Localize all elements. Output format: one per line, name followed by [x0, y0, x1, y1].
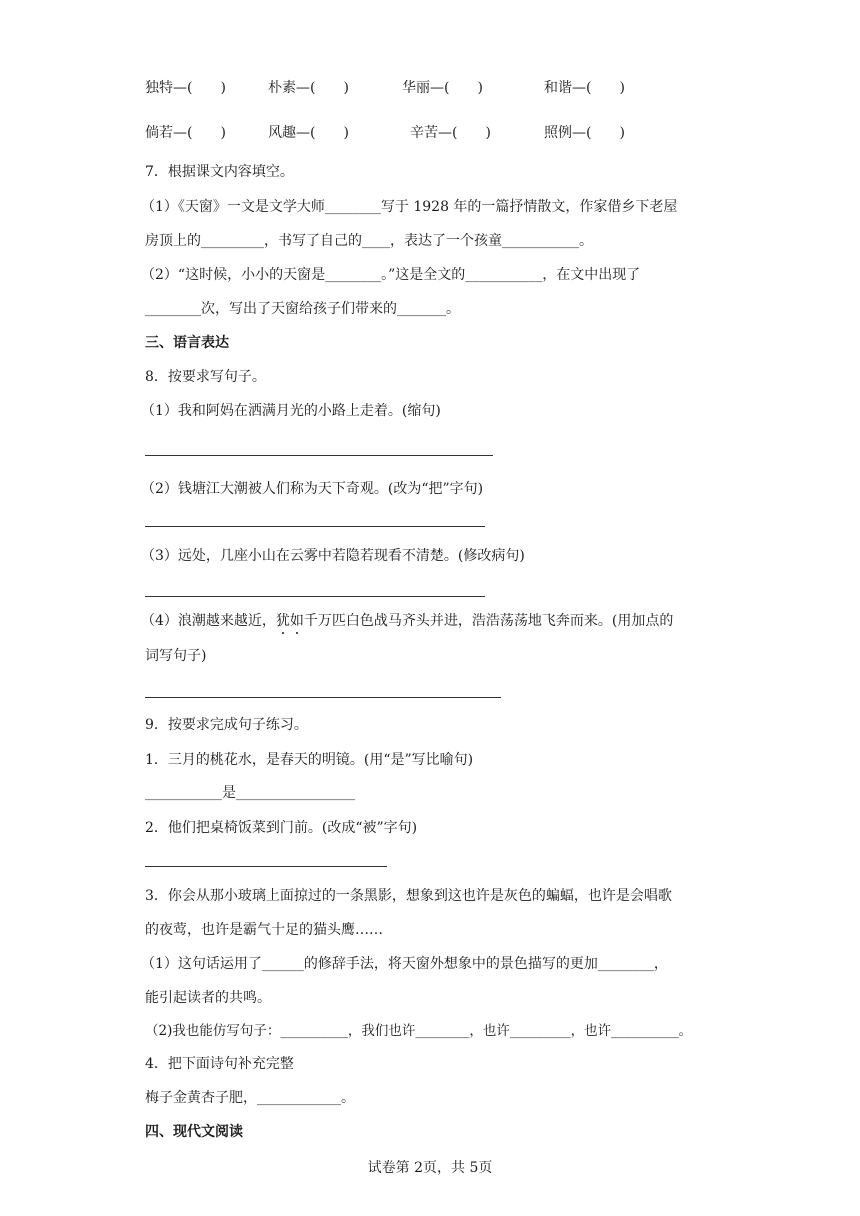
question-9-item-3-sub1-line2: 能引起读者的共鸣。 — [145, 990, 271, 1006]
question-9-item-2: 2．他们把桌椅饭菜到门前。(改成“被”字句) — [145, 820, 418, 836]
page-footer: 试卷第 2页，共 5页 — [367, 1160, 493, 1176]
question-8-item-2: （2）钱塘江大潮被人们称为天下奇观。(改为“把”字句) — [141, 481, 484, 497]
question-9-title: 9．按要求完成句子练习。 — [145, 717, 308, 733]
question-9-item-3-line1: 3．你会从那小玻璃上面掠过的一条黑影，想象到这也许是灰色的蝙蝠，也许是会唱歌 — [145, 888, 672, 904]
dotted-character: 犹 — [275, 613, 290, 629]
answer-line[interactable] — [145, 697, 501, 698]
answer-line[interactable] — [145, 526, 485, 527]
antonym-item: 辛苦—( ) — [410, 125, 491, 141]
question-8-item-4-suffix: 千万匹白色战马齐头并进，浩浩荡荡地飞奔而来。(用加点的 — [303, 613, 674, 629]
dotted-character: 如 — [289, 613, 304, 629]
section-4-heading: 四、现代文阅读 — [145, 1124, 243, 1140]
question-8-item-4-line1 — [141, 611, 673, 631]
question-8-title: 8．按要求写句子。 — [145, 369, 266, 385]
answer-line[interactable] — [145, 596, 485, 597]
antonym-item: 照例—( ) — [544, 125, 625, 141]
antonym-item: 朴素—( ) — [268, 80, 349, 96]
question-8-item-4-line2: 词写句子) — [145, 648, 207, 664]
question-7-part1-line2: 房顶上的_________，书写了自己的____，表达了一个孩童___________。 — [145, 233, 593, 249]
question-7-part2-line2: ________次，写出了天窗给孩子们带来的_______。 — [145, 301, 460, 317]
antonym-item: 风趣—( ) — [268, 125, 349, 141]
question-8-item-1: （1）我和阿妈在洒满月光的小路上走着。(缩句) — [141, 403, 441, 419]
question-7-part1-line1: （1）《天窗》一文是文学大师________写于 1928 年的一篇抒情散文，作家借乡下老屋 — [141, 199, 678, 215]
antonym-item: 和谐—( ) — [544, 80, 625, 96]
question-8-item-3: （3）远处，几座小山在云雾中若隐若现看不清楚。(修改病句) — [141, 548, 525, 564]
question-7-part2-line1: （2）“这时候，小小的天窗是________。”这是全文的___________，在文中出现了 — [141, 267, 641, 283]
question-9-item-3-sub1-line1: （1）这句话运用了______的修辞手法，将天窗外想象中的景色描写的更加________， — [141, 956, 668, 972]
antonym-item: 华丽—( ) — [402, 80, 483, 96]
question-9-item-4-poem: 梅子金黄杏子肥，____________。 — [145, 1090, 355, 1106]
question-9-item-1-answer[interactable]: ___________是_________________ — [145, 785, 355, 801]
question-9-item-3-line2: 的夜莺，也许是霸气十足的猫头鹰…… — [145, 922, 383, 938]
question-8-item-4-prefix: （4）浪潮越来越近， — [141, 613, 276, 629]
question-9-item-1: 1．三月的桃花水，是春天的明镜。(用“是”写比喻句) — [145, 752, 474, 768]
question-9-item-4: 4．把下面诗句补充完整 — [145, 1056, 294, 1072]
section-3-heading: 三、语言表达 — [145, 335, 229, 351]
answer-line[interactable] — [145, 866, 387, 867]
question-7-title: 7．根据课文内容填空。 — [145, 164, 294, 180]
question-9-item-3-sub2: （2)我也能仿写句子：__________，我们也许________，也许_________，也许__________。 — [145, 1023, 693, 1039]
antonym-item: 倘若—( ) — [145, 125, 226, 141]
antonym-item: 独特—( ) — [145, 80, 226, 96]
answer-line[interactable] — [145, 455, 493, 456]
